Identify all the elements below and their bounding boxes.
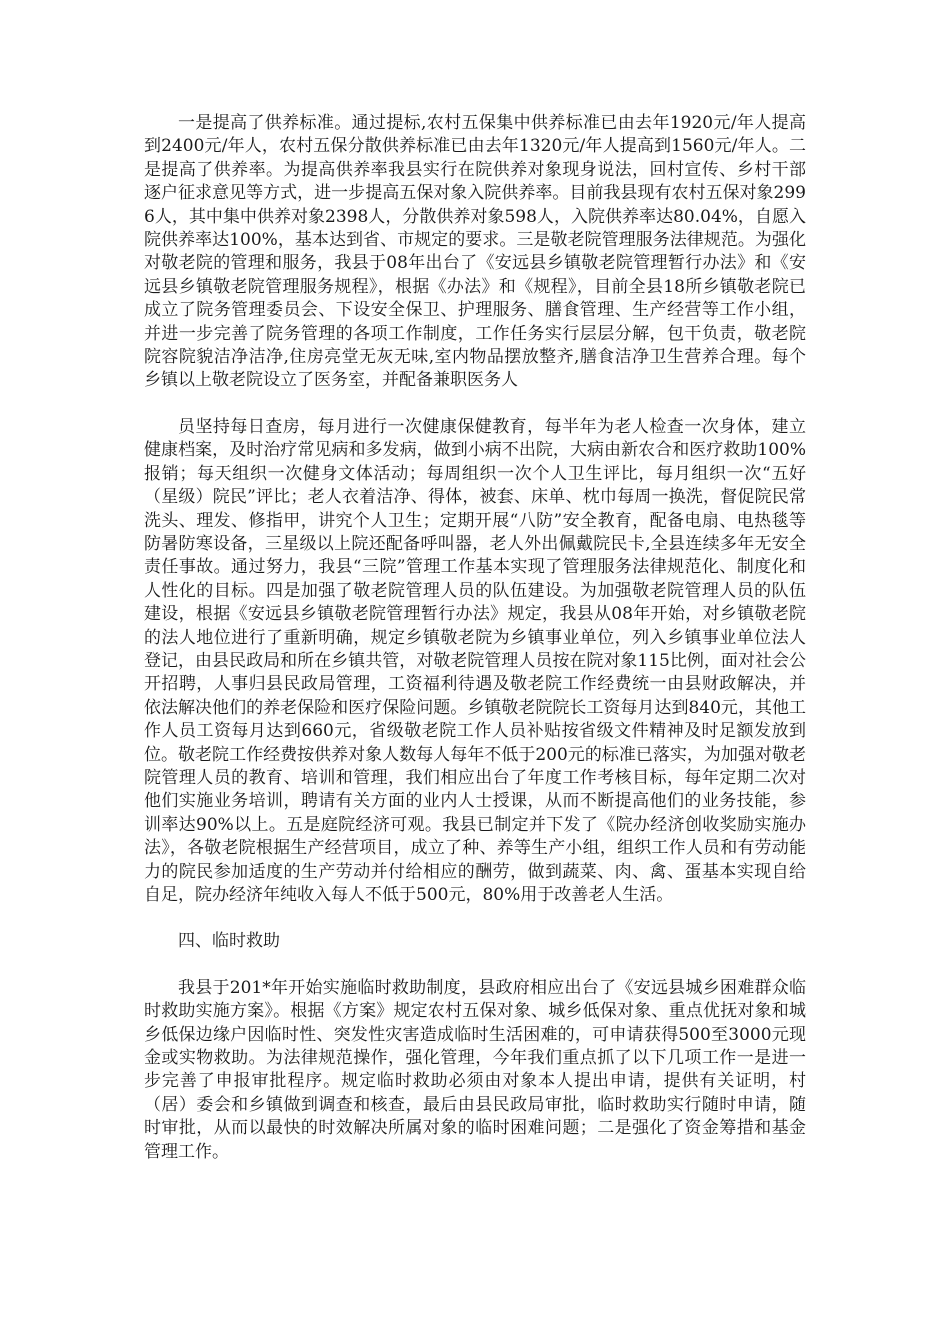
document-body (144, 112, 806, 1164)
paragraph-nursing-home-management: 员坚持每日查房，每月进行一次健康保健教育，每半年为老人检查一次身体，建立健康档案，及时治疗常见病和多发病，做到小病不出院，大病由新农合和医疗救助100%报销；每天组织一次健身文体活动；每周组织一次个人卫生评比，每月组织一次“五好（星级）院民”评比；老人衣着洁净、得体，被套、床单、枕巾每周一换洗，督促院民常洗头、理发、修指甲，讲究个人卫生；定期开展“八防”安全教育，配备电扇、电热毯等防暑防寒设备，三星级以上院还配备呼叫器，老人外出佩戴院民卡,全县连续多年无安全责任事故。通过努力，我县“三院”管理工作基本实现了管理服务法律规范化、制度化和人性化的目标。四是加强了敬老院管理人员的队伍建设。为加强敬老院管理人员的队伍建设，根据《安远县乡镇敬老院管理暂行办法》规定，我县从08年开始，对乡镇敬老院的法人地位进行了重新明确，规定乡镇敬老院为乡镇事业单位，列入乡镇事业单位法人登记，由县民政局和所在乡镇共管，对敬老院管理人员按在院对象115比例，面对社会公开招聘，人事归县民政局管理，工资福利待遇及敬老院工作经费统一由县财政解决，并依法解决他们的养老保险和医疗保险问题。乡镇敬老院院长工资每月达到840元，其他工作人员工资每月达到660元，省级敬老院工作人员补贴按省级文件精神及时足额发放到位。敬老院工作经费按供养对象人数每人每年不低于200元的标准已落实，为加强对敬老院管理人员的教育、培训和管理，我们相应出台了年度工作考核目标，每年定期二次对他们实施业务培训，聘请有关方面的业内人士授课，从而不断提高他们的业务技能，参训率达90%以上。五是庭院经济可观。我县已制定并下发了《院办经济创收奖励实施办法》，各敬老院根据生产经营项目，成立了种、养等生产小组，组织工作人员和有劳动能力的院民参加适度的生产劳动并付给相应的酬劳，做到蔬菜、肉、禽、蛋基本实现自给自足，院办经济年纯收入每人不低于500元，80%用于改善老人生活。 (144, 416, 806, 905)
section-heading-temporary-relief: 四、临时救助 (178, 931, 280, 952)
paragraph-temporary-relief: 我县于201*年开始实施临时救助制度，县政府相应出台了《安远县城乡困难群众临时救助实施方案》。根据《方案》规定农村五保对象、城乡低保对象、重点优抚对象和城乡低保边缘户因临时性、突发性灾害造成临时生活困难的，可申请获得500至3000元现金或实物救助。为法律规范操作，强化管理，今年我们重点抓了以下几项工作一是进一步完善了申报审批程序。规定临时救助必须由对象本人提出申请，提供有关证明，村（居）委会和乡镇做到调查和核查，最后由县民政局审批，临时救助实行随时申请，随时审批，从而以最快的时效解决所属对象的临时困难问题；二是强化了资金筹措和基金管理工作。 (144, 977, 806, 1162)
paragraph-support-standards: 一是提高了供养标准。通过提标,农村五保集中供养标准已由去年1920元/年人提高到2400元/年人，农村五保分散供养标准已由去年1320元/年人提高到1560元/年人。二是提高了供养率。为提高供养率我县实行在院供养对象现身说法，回村宣传、乡村干部逐户征求意见等方式，进一步提高五保对象入院供养率。目前我县现有农村五保对象2996人，其中集中供养对象2398人，分散供养对象598人，入院供养率达80.04%，自愿入院供养率达100%，基本达到省、市规定的要求。三是敬老院管理服务法律规范。为强化对敬老院的管理和服务，我县于08年出台了《安远县乡镇敬老院管理暂行办法》和《安远县乡镇敬老院管理服务规程》，根据《办法》和《规程》，目前全县18所乡镇敬老院已成立了院务管理委员会、下设安全保卫、护理服务、膳食管理、生产经营等工作小组，并进一步完善了院务管理的各项工作制度，工作任务实行层层分解，包干负责，敬老院院容院貌洁净洁净,住房亮堂无灰无味,室内物品摆放整齐,膳食洁净卫生营养合理。每个乡镇以上敬老院设立了医务室，并配备兼职医务人 (144, 113, 806, 391)
